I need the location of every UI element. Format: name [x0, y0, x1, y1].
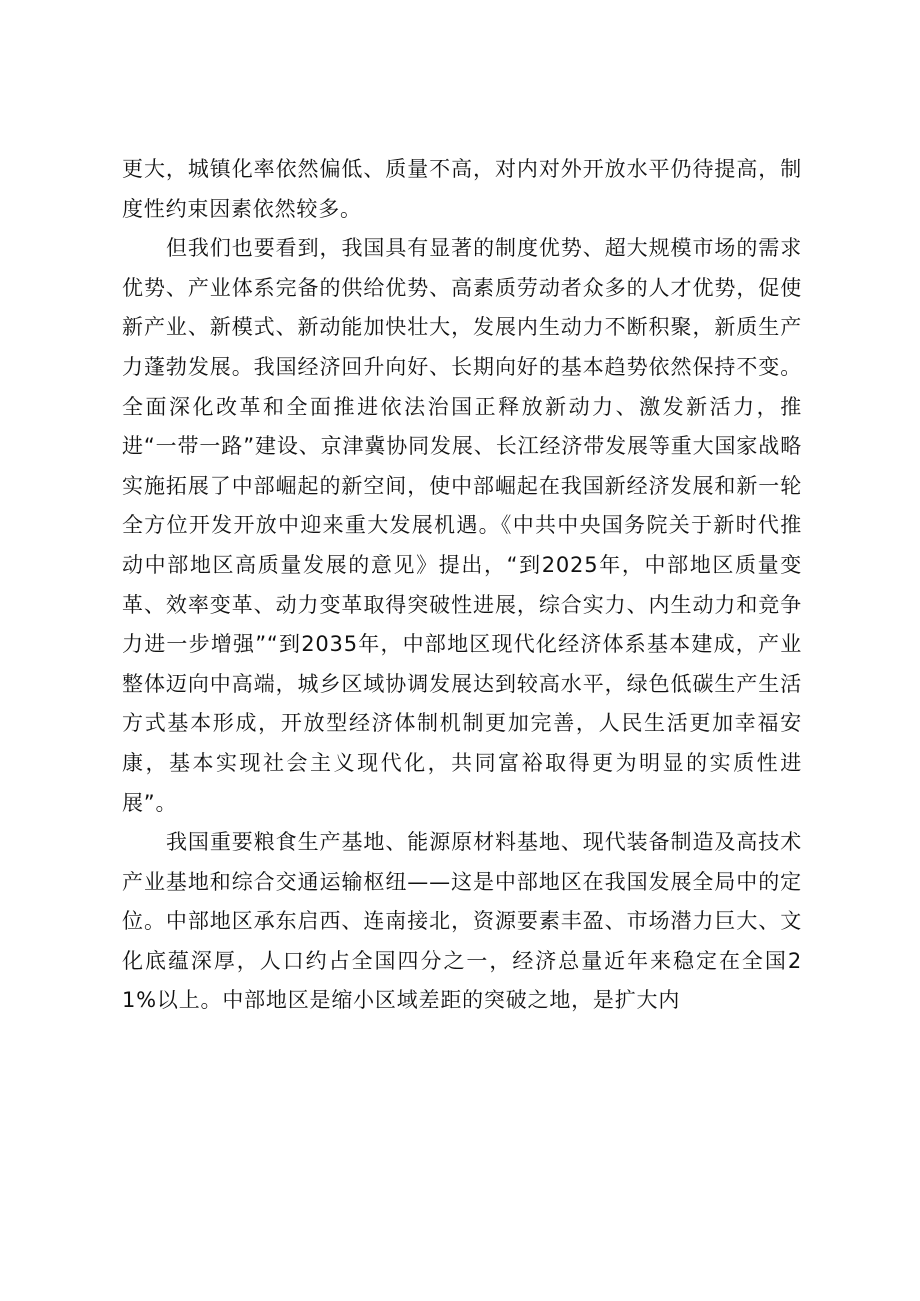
document-body: [122, 150, 802, 1021]
paragraph-1: 更大，城镇化率依然偏低、质量不高，对内对外开放水平仍待提高，制度性约束因素依然较多。: [122, 157, 802, 221]
paragraph-2: 但我们也要看到，我国具有显著的制度优势、超大规模市场的需求优势、产业体系完备的供给优势、高素质劳动者众多的人才优势，促使新产业、新模式、新动能加快壮大，发展内生动力不断积聚，新质生产力蓬勃发展。我国经济回升向好、长期向好的基本趋势依然保持不变。全面深化改革和全面推进依法治国正释放新动力、激发新活力，推进“一带一路”建设、京津冀协同发展、长江经济带发展等重大国家战略实施拓展了中部崛起的新空间，使中部崛起在我国新经济发展和新一轮全方位开发开放中迎来重大发展机遇。《中共中央国务院关于新时代推动中部地区高质量发展的意见》提出，“到2025年，中部地区质量变革、效率变革、动力变革取得突破性进展，综合实力、内生动力和竞争力进一步增强”“到2035年，中部地区现代化经济体系基本建成，产业整体迈向中高端，城乡区域协调发展达到较高水平，绿色低碳生产生活方式基本形成，开放型经济体制机制更加完善，人民生活更加幸福安康，基本实现社会主义现代化，共同富裕取得更为明显的实质性进展”。: [122, 236, 802, 815]
paragraph-3: 我国重要粮食生产基地、能源原材料基地、现代装备制造及高技术产业基地和综合交通运输枢纽——这是中部地区在我国发展全局中的定位。中部地区承东启西、连南接北，资源要素丰盈、市场潜力巨大、文化底蕴深厚，人口约占全国四分之一，经济总量近年来稳定在全国21%以上。中部地区是缩小区域差距的突破之地，是扩大内: [122, 830, 802, 1013]
